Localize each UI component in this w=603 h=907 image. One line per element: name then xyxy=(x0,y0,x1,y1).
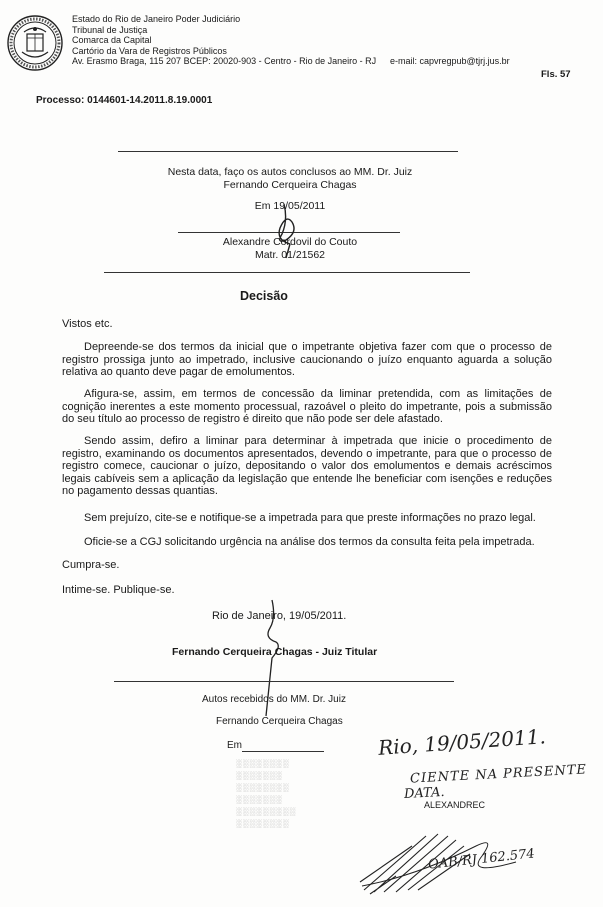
signer-name: ALEXANDREC xyxy=(424,800,486,810)
divider xyxy=(118,151,458,152)
conclusion-judge: Fernando Cerqueira Chagas xyxy=(223,178,357,191)
process-number: Processo: 0144601-14.2011.8.19.0001 xyxy=(36,95,213,106)
conclusion-line: Nesta data, faço os autos conclusos ao MM. Dr. Juiz xyxy=(167,166,413,178)
divider xyxy=(104,272,470,273)
handwritten-date: Rio, 19/05/2011. xyxy=(377,724,547,760)
paragraph: Vistos etc. xyxy=(62,318,113,330)
page-ref: Fls. 57 xyxy=(541,69,571,80)
header-address: Av. Erasmo Braga, 115 207 BCEP: 20020-903 - Centro - Rio de Janeiro - RJ xyxy=(72,56,377,66)
paragraph: Depreende-se dos termos da inicial que o impetrante objetiva fazer com que o processo de registro prossiga junto ao impetrado, inclusive caucionando o juízo enquanto aguarda a solução relativa ao quanto deve pagar de emolumentos. xyxy=(62,341,552,379)
header-line-cartorio: Cartório da Vara de Registros Públicos xyxy=(72,45,227,56)
clerk-matr: Matr. 01/21562 xyxy=(254,248,326,261)
place-date: Rio de Janeiro, 19/05/2011. xyxy=(212,610,347,622)
header-email: e-mail: capvregpub@tjrj.jus.br xyxy=(390,56,510,66)
handwritten-ref: OAB/RJ 162.574 xyxy=(427,846,536,873)
paragraph: Cumpra-se. xyxy=(62,559,120,571)
decision-title: Decisão xyxy=(240,289,288,303)
judge-name: Fernando Cerqueira Chagas - Juiz Titular xyxy=(172,646,378,658)
divider xyxy=(114,681,454,682)
clerk-name: Alexandre Cordovil do Couto xyxy=(222,236,358,248)
receipt-judge: Fernando Cerqueira Chagas xyxy=(216,716,343,727)
receipt-em: Em xyxy=(227,740,242,751)
clerk-block xyxy=(100,236,480,261)
header-line-tribunal: Tribunal de Justiça xyxy=(72,24,148,35)
paragraph: Intime-se. Publique-se. xyxy=(62,584,175,596)
handwritten-note: CIENTE NA PRESENTE xyxy=(409,762,588,787)
lawyer-signature-icon xyxy=(356,806,566,896)
paragraph: Sendo assim, defiro a liminar para determinar à impetrada que inicie o procedimento de registro, examinando os documentos apresentados, devendo o impetrante, para que o processo de registro comece, caucionar o juízo, depositando o valor dos emolumentos e demais acréscimos legais cabíveis sem a aplicação da legislação que entende lhe beneficiar com isenções e reduções no pagamento dessas quantias. xyxy=(62,435,552,498)
faded-stamp: ░░░░░░░░ ░░░░░░░ ░░░░░░░░ ░░░░░░░ ░░░░░░░░░ ░░░░░░░░ xyxy=(236,759,297,828)
header-line-comarca: Comarca da Capital xyxy=(72,35,152,45)
receipt-date-line xyxy=(242,751,324,752)
paragraph: Oficie-se a CGJ solicitando urgência na análise dos termos da consulta feita pela impetrada. xyxy=(84,536,535,548)
receipt-line: Autos recebidos do MM. Dr. Juiz xyxy=(202,694,346,705)
court-seal-icon xyxy=(6,14,64,72)
conclusion-block xyxy=(100,166,480,191)
header-line-state: Estado do Rio de Janeiro Poder Judiciário xyxy=(72,14,241,24)
header-block xyxy=(72,14,240,56)
paragraph: Sem prejuízo, cite-se e notifique-se a impetrada para que preste informações no prazo legal. xyxy=(84,512,536,524)
conclusion-date: Em 19/05/2011 xyxy=(254,200,326,212)
handwritten-note: DATA. xyxy=(403,784,445,803)
paragraph: Afigura-se, assim, em termos de concessão da liminar pretendida, com as limitações de cognição inerentes a este momento processual, razoável o pleito do impetrante, pois a submissão do seu título ao processo de registro é direito que não pode ser dele afastado. xyxy=(62,388,552,426)
